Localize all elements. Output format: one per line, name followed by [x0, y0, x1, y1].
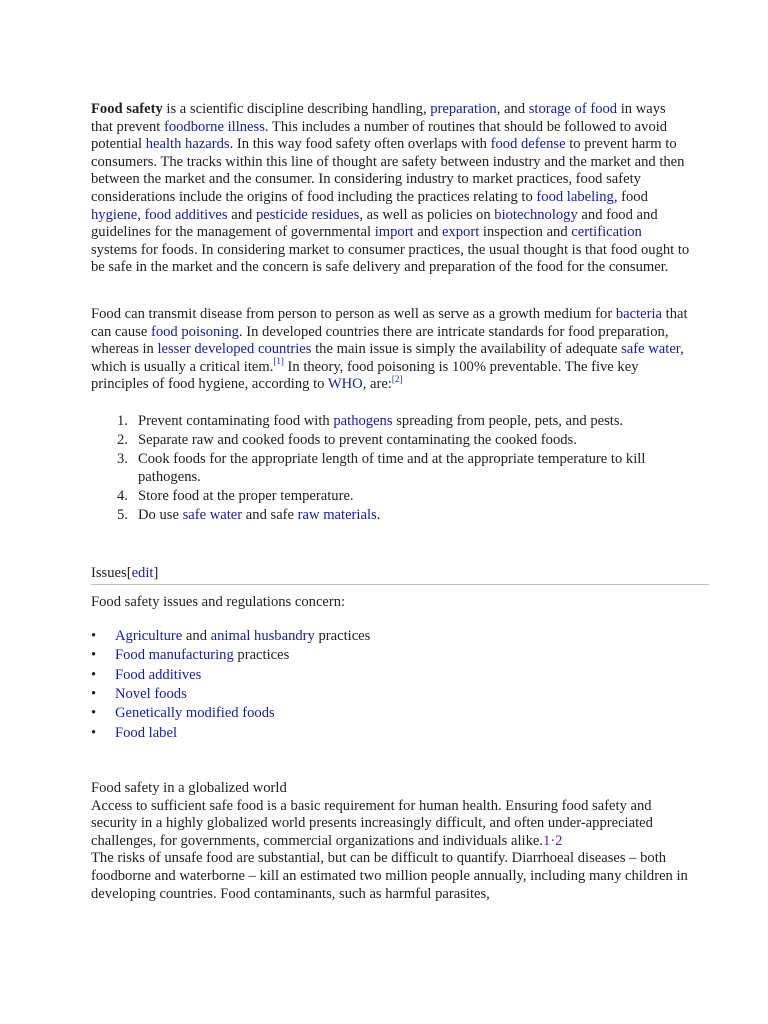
bullet-icon: • [91, 724, 97, 741]
link-food-labeling[interactable]: food labeling [536, 188, 614, 205]
list-item [91, 705, 651, 723]
disease-paragraph: Food can transmit disease from person to person as well as serve as a growth medium for bacteria that can cause food poisoning. In developed countries there are intricate standards for food preparation, whereas in lesser developed countries the main issue is simply the availability of adequate safe water, which is usually a critical item.[1] In theory, food poisoning is 100% preventable. The five key principles of food hygiene, according to WHO, are:[2] [91, 306, 688, 393]
citation-link[interactable]: 1·2 [543, 832, 563, 849]
bullet-icon: • [91, 666, 97, 683]
link-food-defense[interactable]: food defense [490, 136, 566, 153]
bullet-icon: • [91, 705, 97, 722]
link-pesticide-residues[interactable]: pesticide residues [255, 206, 360, 223]
link-storage-of-food[interactable]: storage of food [528, 101, 618, 117]
link-health-hazards[interactable]: health hazards [145, 136, 230, 153]
list-item: 5. Do use safe water and safe raw materials. [117, 506, 381, 523]
citation-1[interactable]: [1] [273, 355, 284, 366]
issues-intro: Food safety issues and regulations concern: [91, 594, 346, 610]
list-item: • Food manufacturing practices [91, 647, 290, 664]
link-lesser-developed-countries[interactable]: lesser developed countries [157, 341, 312, 358]
link-safe-water-2[interactable]: safe water [182, 506, 243, 523]
link-food-additives[interactable]: food additives [144, 206, 228, 223]
globalized-section: Food safety in a globalized world Access to sufficient safe food is a basic requirement for human health. Ensuring food safety and security in a highly globalized world presents increasingly difficult, and often under-appreciated challenges, for governments, commercial organizations and individuals alike.1·2 The risks of unsafe food are substantial, but can be difficult to quantify. Diarrhoeal diseases – both foodborne and waterborne – kill an estimated two million people annually, including many children in developing countries. Food contaminants, such as harmful parasites, [91, 780, 688, 902]
link-certification[interactable]: certification [571, 224, 642, 241]
link-pathogens[interactable]: pathogens [333, 413, 393, 429]
list-item [91, 667, 651, 685]
citation-2[interactable]: [2] [391, 373, 403, 384]
bullet-icon: • [91, 686, 97, 703]
list-item [91, 686, 651, 704]
link-foodborne-illness[interactable]: foodborne illness [163, 118, 265, 135]
list-item: 4. Store food at the proper temperature. [117, 487, 354, 504]
bullet-icon: • [91, 628, 97, 644]
list-item: • Agriculture and animal husbandry practices [91, 628, 371, 644]
link-agriculture[interactable]: Agriculture [115, 628, 183, 644]
link-export[interactable]: export [441, 224, 480, 241]
link-raw-materials[interactable]: raw materials [297, 506, 377, 523]
link-who[interactable]: WHO [327, 376, 363, 393]
hygiene-principles-list [91, 413, 681, 526]
link-novel-foods[interactable]: Novel foods [115, 686, 187, 703]
link-safe-water[interactable]: safe water [621, 341, 681, 358]
edit-link[interactable]: edit [131, 565, 154, 581]
list-item: 3. Cook foods for the appropriate length of time and at the appropriate temperature to kill pathogens. [117, 451, 646, 485]
issues-list [91, 628, 651, 744]
link-genetically-modified-foods[interactable]: Genetically modified foods [115, 705, 275, 722]
link-food-additives-2[interactable]: Food additives [115, 666, 202, 683]
bold-term: Food safety [91, 101, 163, 117]
link-bacteria[interactable]: bacteria [615, 306, 663, 322]
bullet-icon: • [91, 647, 97, 664]
link-preparation[interactable]: preparation [430, 101, 497, 117]
link-hygiene[interactable]: hygiene [91, 206, 138, 223]
link-food-label[interactable]: Food label [115, 724, 178, 741]
link-animal-husbandry[interactable]: animal husbandry [210, 628, 315, 644]
intro-paragraph: Food safety is a scientific discipline describing handling, preparation, and storage of food in ways that prevent foodborne illness. This includes a number of routines that should be followed to avoid potential health hazards. In this way food safety often overlaps with food defense to prevent harm to consumers. The tracks within this line of thought are safety between industry and the market and then between the market and the consumer. In considering industry to market practices, food safety considerations include the origins of food including the practices relating to food labeling, food hygiene, food additives and pesticide residues, as well as policies on biotechnology and food and guidelines for the management of governmental import and export inspection and certification systems for foods. In considering market to consumer practices, the usual thought is that food ought to be safe in the market and the concern is safe delivery and preparation of the food for the consumer. [91, 101, 690, 276]
link-biotechnology[interactable]: biotechnology [494, 206, 578, 223]
list-item: 1. Prevent contaminating food with pathogens spreading from people, pets, and pests. [117, 413, 624, 429]
link-food-poisoning[interactable]: food poisoning [150, 323, 239, 340]
issues-heading: Issues[edit] [91, 565, 159, 581]
list-item: 2. Separate raw and cooked foods to prevent contaminating the cooked foods. [117, 432, 577, 449]
section-divider [91, 584, 709, 585]
link-food-manufacturing[interactable]: Food manufacturing [115, 647, 234, 664]
link-import[interactable]: import [374, 224, 414, 241]
list-item [91, 725, 651, 743]
section-title: Food safety in a globalized world [91, 780, 287, 796]
